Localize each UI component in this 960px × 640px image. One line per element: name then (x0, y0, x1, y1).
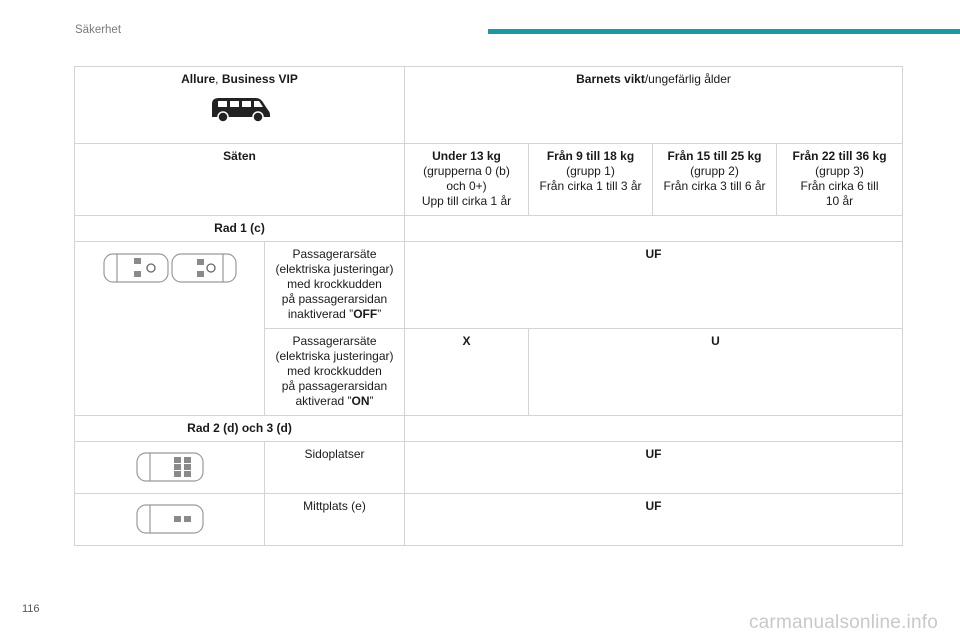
group-cell: Från 9 till 18 kg (grupp 1) Från cirka 1 till 3 år (529, 144, 653, 216)
side-seats-label: Sidoplatser (265, 442, 405, 494)
vehicle-version-cell: Allure, Business VIP (75, 67, 405, 144)
airbag-on-value-group0: X (405, 329, 529, 416)
row1-header (75, 216, 903, 242)
child-seat-table (74, 66, 903, 546)
row23-label: Rad 2 (d) och 3 (d) (75, 416, 405, 442)
version-business-vip: Business VIP (221, 72, 298, 86)
row1-label: Rad 1 (c) (75, 216, 405, 242)
version-allure: Allure (181, 72, 216, 86)
middle-seat-row (75, 494, 903, 546)
airbag-on-value-other: U (529, 329, 903, 416)
page-number: 116 (22, 603, 40, 615)
side-seats-row (75, 442, 903, 494)
passenger-seat-airbag-off: Passagerarsäte (elektriska justeringar) med krockkudden på passagerarsidan inaktiverad ”OFF” (265, 242, 405, 329)
middle-seat-icon-cell (75, 494, 265, 546)
groups-row (75, 144, 903, 216)
section-accent-bar (488, 29, 960, 34)
group-cell: Från 15 till 25 kg (grupp 2) Från cirka 3 till 6 år (653, 144, 777, 216)
airbag-off-value: UF (405, 242, 903, 329)
header-row (75, 67, 903, 144)
group-cell: Under 13 kg (grupperna 0 (b) och 0+) Upp till cirka 1 år (405, 144, 529, 216)
van-icon (209, 95, 271, 123)
van-top-view-middle-seat-icon (135, 503, 205, 535)
seats-label: Säten (75, 144, 405, 216)
passenger-seat-airbag-on: Passagerarsäte (elektriska justeringar) med krockkudden på passagerarsidan aktiverad ”ON” (265, 329, 405, 416)
van-top-view-side-seats-icon (135, 451, 205, 483)
section-title: Säkerhet (75, 24, 122, 36)
van-top-view-front-icon (101, 251, 239, 285)
watermark: carmanualsonline.info (748, 612, 938, 633)
group-cell: Från 22 till 36 kg (grupp 3) Från cirka 6 till 10 år (777, 144, 903, 216)
front-seat-icon-cell (75, 242, 265, 416)
middle-seat-label: Mittplats (e) (265, 494, 405, 546)
middle-seat-value: UF (405, 494, 903, 546)
side-seats-icon-cell (75, 442, 265, 494)
row1-airbag-off (75, 242, 903, 329)
row23-header (75, 416, 903, 442)
child-weight-header: Barnets vikt/ungefärlig ålder (405, 67, 903, 144)
side-seats-value: UF (405, 442, 903, 494)
